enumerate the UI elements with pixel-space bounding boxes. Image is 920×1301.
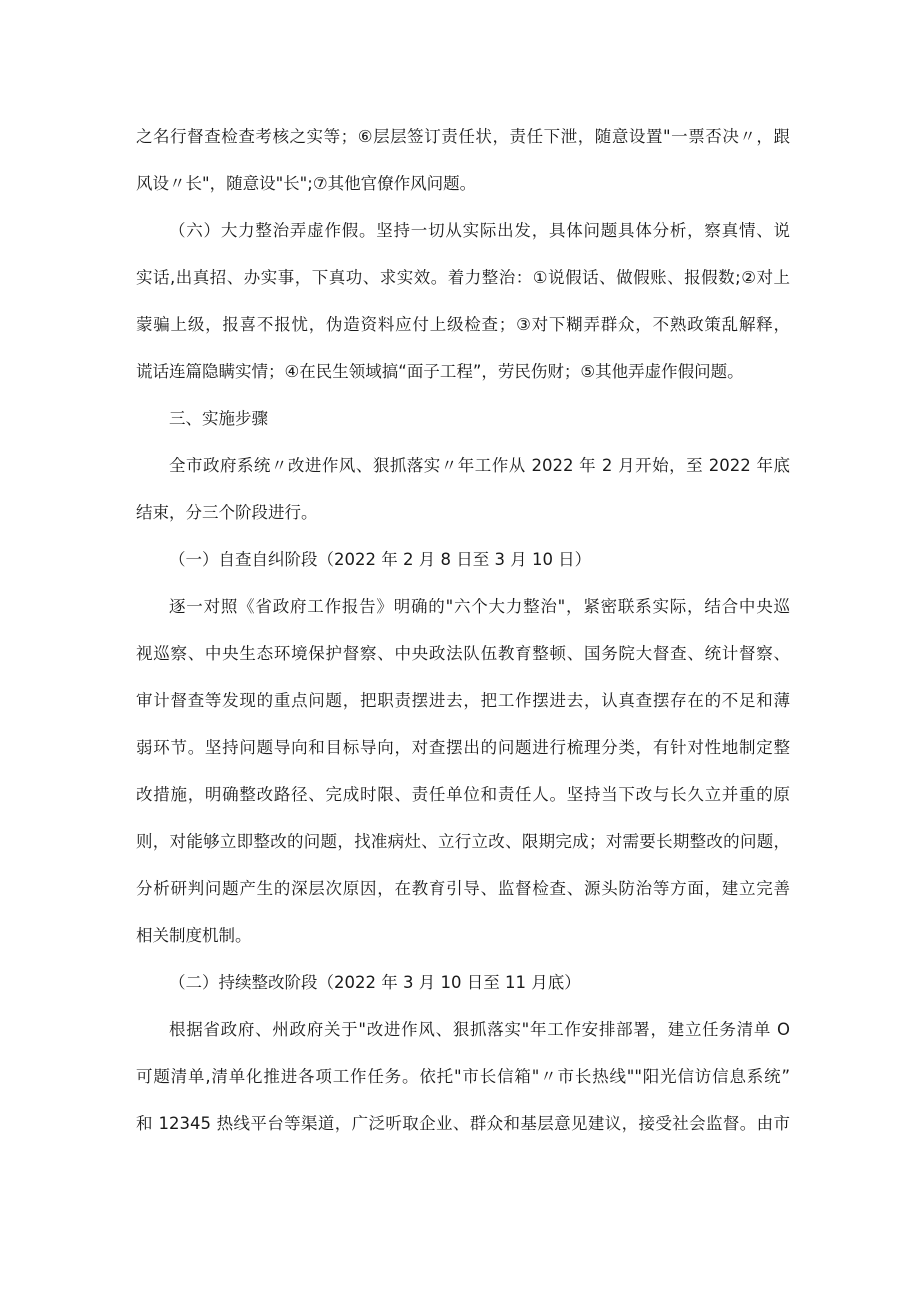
paragraph-overview <box>136 442 790 536</box>
text-line: 和 12345 热线平台等渠道，广泛听取企业、群众和基层意见建议，接受社会监督。由市 <box>136 1114 790 1133</box>
text-line: 蒙骗上级，报喜不报忧，伪造资料应付上级检查；③对下糊弄群众，不熟政策乱解释， <box>136 315 790 334</box>
text-line: 可题清单,清单化推进各项工作任务。依托"市长信箱"〃市长热线""阳光信访信息系统” <box>136 1067 790 1086</box>
text-line: 逐一对照《省政府工作报告》明确的"六个大力整治"，紧密联系实际，结合中央巡 <box>169 597 790 616</box>
paragraph-stage-one-title <box>136 536 790 583</box>
text-line: 之名行督查检查考核之实等；⑥层层签订责任状，责任下泄，随意设置"一票否决〃，跟 <box>136 127 790 146</box>
text-line: （二）持续整改阶段（2022 年 3 月 10 日至 11 月底） <box>169 973 581 992</box>
text-line: （六）大力整治弄虚作假。坚持一切从实际出发，具体问题具体分析，察真情、说 <box>169 221 790 240</box>
text-line: 全市政府系统〃改进作风、狠抓落实〃年工作从 2022 年 2 月开始，至 2022 年底 <box>169 456 790 475</box>
text-line: 结束，分三个阶段进行。 <box>136 503 318 522</box>
text-line: 谎话连篇隐瞒实情；④在民生领域搞“面子工程”，劳民伤财；⑤其他弄虚作假问题。 <box>136 362 744 381</box>
text-line: 实话,出真招、办实事，下真功、求实效。着力整治：①说假话、做假账、报假数;②对上 <box>136 268 790 287</box>
paragraph-stage-two-body <box>136 1006 790 1147</box>
text-line: 则，对能够立即整改的问题，找准病灶、立行立改、限期完成；对需要长期整改的问题， <box>136 832 790 851</box>
paragraph-supervision-tail <box>136 113 790 207</box>
text-line: 根据省政府、州政府关于"改进作风、狠抓落实"年工作安排部署，建立任务清单 O <box>169 1020 790 1039</box>
text-line: 视巡察、中央生态环境保护督察、中央政法队伍教育整顿、国务院大督查、统计督察、 <box>136 644 790 663</box>
text-line: 风设〃长"，随意设"长";⑦其他官僚作风问题。 <box>136 174 477 193</box>
text-line: 分析研判问题产生的深层次原因，在教育引导、监督检查、源头防治等方面，建立完善 <box>136 879 790 898</box>
paragraph-fake-work <box>136 207 790 395</box>
text-line: 相关制度机制。 <box>136 926 252 945</box>
text-line: （一）自查自纠阶段（2022 年 2 月 8 日至 3 月 10 日） <box>169 550 592 569</box>
text-line: 改措施，明确整改路径、完成时限、责任单位和责任人。坚持当下改与长久立并重的原 <box>136 785 790 804</box>
paragraph-stage-one-body <box>136 583 790 959</box>
paragraph-section-three <box>136 395 790 442</box>
paragraph-stage-two-title <box>136 959 790 1006</box>
text-line: 弱环节。坚持问题导向和目标导向，对查摆出的问题进行梳理分类，有针对性地制定整 <box>136 738 790 757</box>
text-line: 三、实施步骤 <box>169 409 268 428</box>
text-line: 审计督查等发现的重点问题，把职责摆进去，把工作摆进去，认真查摆存在的不足和薄 <box>136 691 790 710</box>
document-body <box>136 113 790 1147</box>
